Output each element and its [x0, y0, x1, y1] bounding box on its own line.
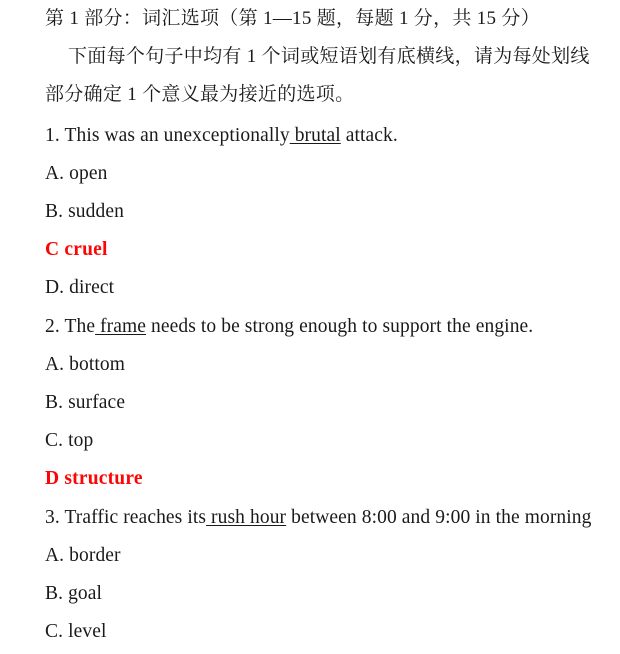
option-item[interactable]: [45, 352, 125, 378]
question-stem-after: needs to be strong enough to support the engine.: [146, 316, 534, 337]
option-text: structure: [64, 468, 143, 489]
option-item[interactable]: [45, 619, 106, 645]
option-text: surface: [68, 392, 126, 413]
question-stem: [45, 123, 398, 149]
question-stem-underlined: frame: [95, 316, 147, 337]
question-number: 1.: [45, 125, 60, 146]
question-stem: [45, 314, 533, 340]
option-label: B.: [45, 583, 64, 604]
option-text: bottom: [69, 354, 126, 375]
option-item[interactable]: [45, 581, 102, 607]
instructions-line-2: 部分确定 1 个意义最为接近的选项。: [45, 84, 355, 105]
option-label: D.: [45, 277, 65, 298]
option-text: cruel: [64, 239, 108, 260]
option-text: sudden: [68, 201, 124, 222]
question-stem-underlined: rush hour: [206, 507, 287, 528]
question-number: 2.: [45, 316, 60, 337]
question-stem: [45, 505, 592, 531]
question-number: 3.: [45, 507, 60, 528]
option-item[interactable]: [45, 161, 107, 187]
question-stem-after: attack.: [340, 125, 398, 146]
option-label: A.: [45, 163, 65, 184]
question-stem-before: The: [64, 316, 96, 337]
option-label: B.: [45, 392, 64, 413]
option-item-answer-key[interactable]: [45, 237, 108, 263]
option-text: top: [68, 430, 94, 451]
question-stem-before: This was an unexceptionally: [64, 125, 290, 146]
option-text: level: [68, 621, 107, 642]
option-label: C.: [45, 430, 64, 451]
question-stem-after: between 8:00 and 9:00 in the morning: [286, 507, 592, 528]
option-label: B.: [45, 201, 64, 222]
option-label: C: [45, 239, 60, 260]
section-heading: 第 1 部分：词汇选项（第 1—15 题，每题 1 分，共 15 分）: [45, 8, 541, 29]
option-text: open: [69, 163, 108, 184]
question-stem-underlined: brutal: [289, 125, 341, 146]
option-text: border: [69, 545, 121, 566]
instructions-line-1: 下面每个句子中均有 1 个词或短语划有底横线，请为每处划线: [68, 46, 590, 67]
option-label: A.: [45, 545, 65, 566]
option-item-answer-key[interactable]: [45, 466, 143, 492]
option-label: C.: [45, 621, 64, 642]
option-item[interactable]: [45, 543, 121, 569]
option-item[interactable]: [45, 428, 93, 454]
question-stem-before: Traffic reaches its: [64, 507, 207, 528]
option-item[interactable]: [45, 199, 124, 225]
option-label: D: [45, 468, 60, 489]
option-text: direct: [69, 277, 115, 298]
option-text: goal: [68, 583, 103, 604]
option-item[interactable]: [45, 275, 114, 301]
option-item[interactable]: [45, 390, 125, 416]
option-label: A.: [45, 354, 65, 375]
